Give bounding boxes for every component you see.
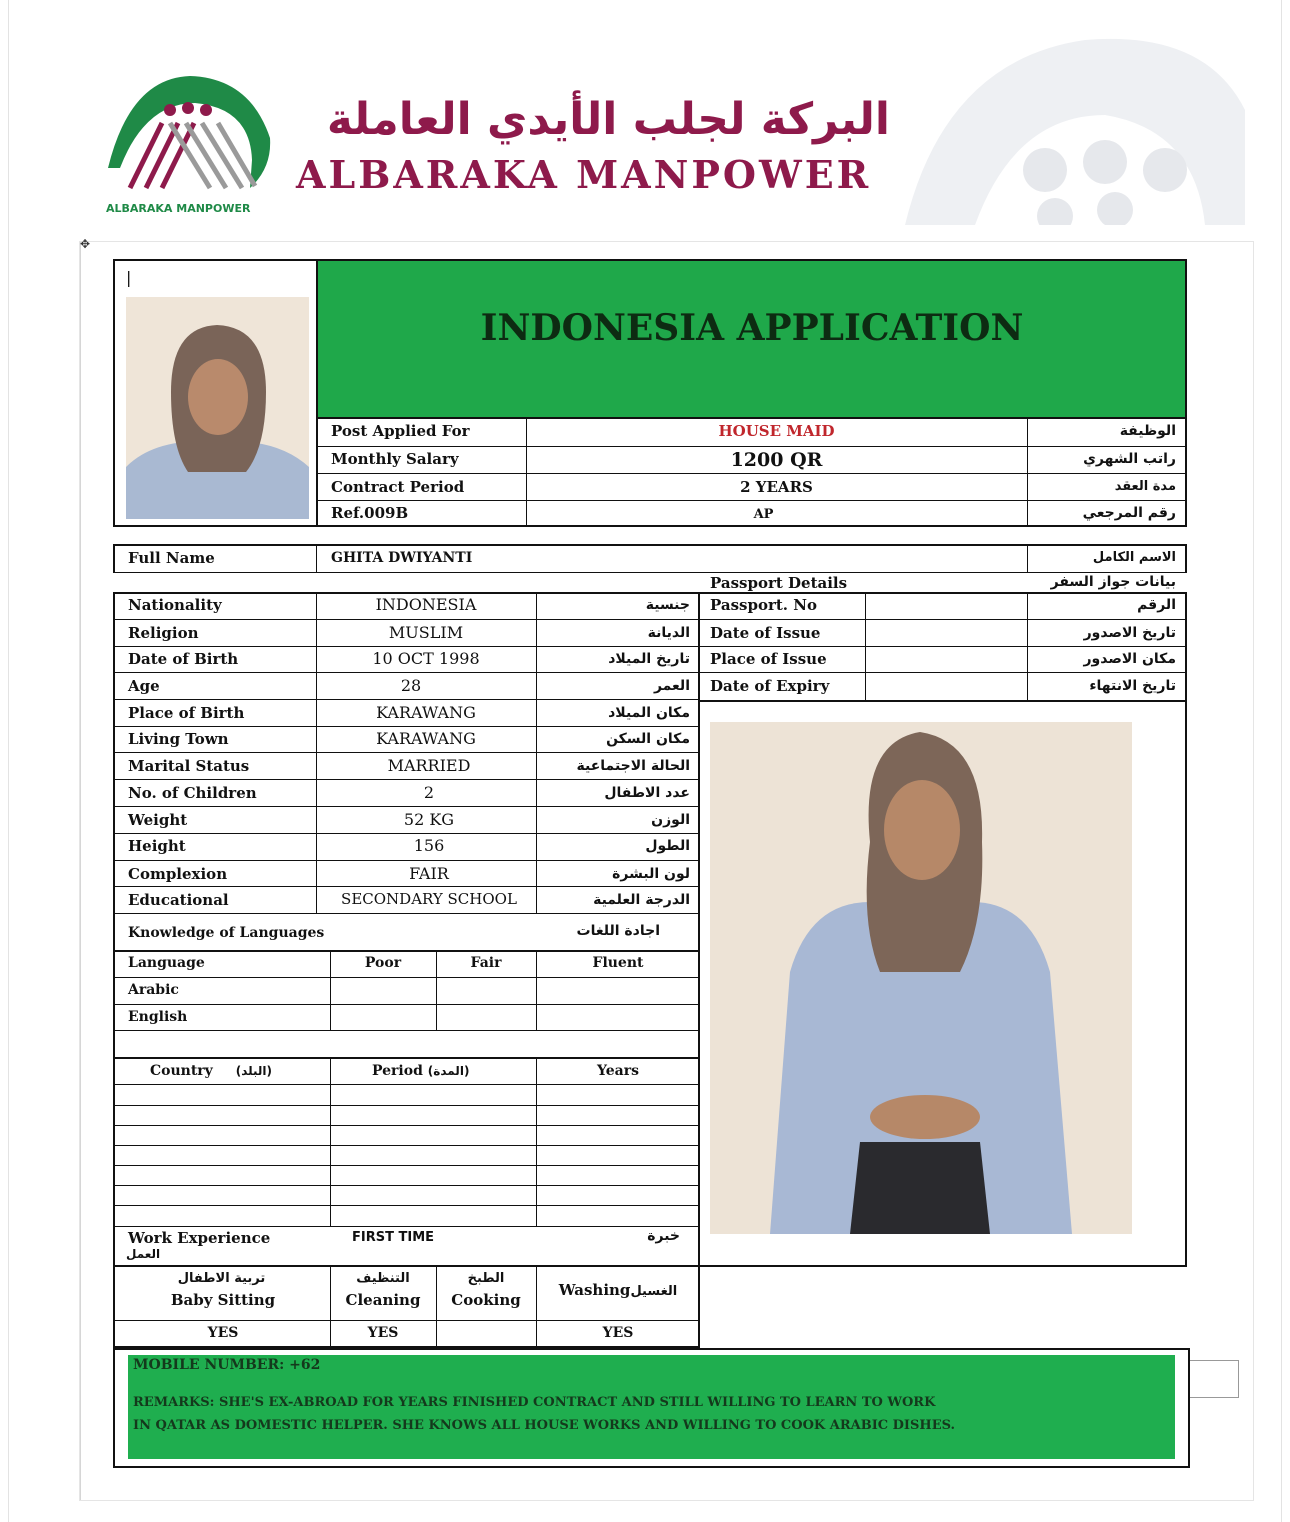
skill-washing-text: Washing: [558, 1281, 631, 1299]
education-arabic: الدرجة العلمية: [593, 892, 690, 908]
logo-caption: ALBARAKA MANPOWER: [106, 202, 251, 215]
place-of-birth-value: KARAWANG: [376, 703, 476, 722]
languages-heading-arabic: اجادة اللغات: [576, 923, 660, 939]
post-applied-value: HOUSE MAID: [718, 422, 835, 440]
applicant-photo-full: [710, 722, 1132, 1234]
work-experience-label-arabic: العمل: [126, 1247, 161, 1261]
height-arabic: الطول: [645, 838, 690, 854]
issue-place-arabic: مكان الاصدور: [1083, 651, 1176, 667]
contract-value: 2 YEARS: [740, 478, 813, 496]
lang-col-poor: Poor: [364, 955, 402, 971]
ref-arabic: رقم المرجعي: [1082, 505, 1176, 521]
exp-period-arabic: (المدة): [427, 1064, 470, 1078]
post-applied-arabic: الوظيفة: [1119, 423, 1176, 439]
expiry-date-arabic: تاريخ الانتهاء: [1089, 678, 1176, 694]
children-label: No. of Children: [128, 784, 257, 802]
text-cursor: |: [126, 268, 132, 287]
table-move-handle-icon[interactable]: ✥: [80, 237, 91, 251]
living-town-label: Living Town: [128, 730, 229, 748]
skill-cleaning-arabic: التنظيف: [356, 1271, 410, 1286]
age-arabic: العمر: [653, 678, 690, 694]
passport-heading-arabic: بيانات جواز السفر: [1050, 574, 1176, 590]
remarks-line-1: REMARKS: SHE'S EX-ABROAD FOR YEARS FINISHED CONTRACT AND STILL WILLING TO LEARN TO WORK: [133, 1395, 936, 1410]
issue-date-arabic: تاريخ الاصدور: [1083, 625, 1176, 641]
lang-arabic: Arabic: [128, 982, 179, 998]
exp-country-label: Country: [150, 1063, 213, 1079]
complexion-value: FAIR: [409, 864, 449, 883]
contract-arabic: مدة العقد: [1114, 479, 1176, 494]
age-value: 28: [400, 676, 422, 695]
living-town-arabic: مكان السكن: [606, 731, 690, 747]
issue-date-label: Date of Issue: [710, 624, 821, 642]
weight-value: 52 KG: [403, 810, 455, 829]
children-arabic: عدد الاطفال: [604, 785, 690, 801]
contract-label: Contract Period: [331, 478, 465, 496]
exp-country-arabic: (البلد): [235, 1064, 273, 1078]
passport-heading: Passport Details: [710, 574, 848, 592]
weight-label: Weight: [128, 811, 188, 829]
age-label: Age: [128, 677, 160, 695]
brand-english-name-text: ALBARAKA MANPOWER: [296, 152, 872, 197]
full-name-label: Full Name: [128, 549, 215, 567]
lang-col-fluent: Fluent: [592, 955, 644, 971]
weight-arabic: الوزن: [651, 812, 690, 828]
place-of-birth-arabic: مكان الميلاد: [608, 705, 690, 721]
full-name-arabic: الاسم الكامل: [1092, 550, 1176, 565]
full-name-value: GHITA DWIYANTI: [331, 550, 473, 566]
issue-place-label: Place of Issue: [710, 650, 827, 668]
complexion-label: Complexion: [128, 865, 228, 883]
brand-arabic-name: البركة لجلب الأيدي العاملة: [326, 94, 890, 145]
post-applied-label: Post Applied For: [331, 422, 470, 440]
ref-label: Ref.009B: [331, 504, 409, 522]
skill-cleaning-value: YES: [367, 1325, 399, 1341]
children-value: 2: [423, 783, 435, 802]
lang-col-language: Language: [128, 955, 205, 971]
passport-no-arabic: الرقم: [1137, 597, 1176, 613]
skill-babysitting-arabic: تربية الاطفال: [177, 1271, 266, 1286]
height-value: 156: [413, 836, 445, 855]
lang-col-fair: Fair: [470, 955, 502, 971]
salary-value: 1200 QR: [730, 449, 823, 471]
exp-col-country: [150, 1064, 272, 1078]
dob-label: Date of Birth: [128, 650, 239, 668]
form-title: INDONESIA APPLICATION: [480, 307, 1024, 349]
mobile-number-row: [133, 1358, 320, 1372]
ref-value: AP: [753, 507, 774, 522]
complexion-arabic: لون البشرة: [612, 866, 690, 882]
skill-cooking-label: Cooking: [451, 1291, 521, 1309]
religion-value: MUSLIM: [388, 623, 464, 642]
living-town-value: KARAWANG: [376, 729, 476, 748]
languages-heading: Knowledge of Languages: [128, 925, 325, 941]
passport-no-label: Passport. No: [710, 596, 817, 614]
applicant-photo-portrait: [126, 297, 309, 519]
education-label: Educational: [128, 891, 229, 909]
albaraka-logo-icon: [100, 68, 275, 203]
remarks-line-2: IN QATAR AS DOMESTIC HELPER. SHE KNOWS ALL HOUSE WORKS AND WILLING TO COOK ARABIC DISHES.: [133, 1418, 956, 1433]
skill-cleaning-label: Cleaning: [345, 1291, 421, 1309]
letterhead: [0, 0, 1290, 235]
expiry-date-label: Date of Expiry: [710, 677, 830, 695]
skill-washing-value: YES: [602, 1325, 634, 1341]
exp-col-years: Years: [596, 1063, 639, 1079]
exp-col-period: [372, 1064, 469, 1078]
work-experience-value: FIRST TIME: [352, 1230, 435, 1245]
dob-value: 10 OCT 1998: [372, 649, 480, 668]
salary-arabic: راتب الشهري: [1083, 451, 1176, 467]
lang-english: English: [128, 1009, 188, 1025]
nationality-arabic: جنسية: [645, 597, 690, 613]
skill-cooking-arabic: الطبخ: [467, 1271, 505, 1286]
skill-babysitting-label: Baby Sitting: [170, 1291, 276, 1309]
exp-period-label: Period: [372, 1063, 423, 1079]
skill-washing-arabic: الغسيل: [630, 1284, 678, 1299]
salary-label: Monthly Salary: [331, 450, 459, 468]
marital-status-label: Marital Status: [128, 757, 250, 775]
mobile-number-label: MOBILE NUMBER:: [133, 1357, 285, 1373]
dob-arabic: تاريخ الميلاد: [608, 651, 690, 667]
marital-status-value: MARRIED: [387, 756, 471, 775]
place-of-birth-label: Place of Birth: [128, 704, 245, 722]
nationality-value: INDONESIA: [375, 595, 477, 614]
brand-english-name: [296, 152, 872, 197]
mobile-number-value: +62: [289, 1357, 321, 1373]
religion-label: Religion: [128, 624, 199, 642]
religion-arabic: الديانة: [647, 625, 690, 641]
watermark-logo-icon: [905, 20, 1245, 225]
skill-babysitting-value: YES: [207, 1325, 239, 1341]
side-empty-cell: [1190, 1360, 1239, 1398]
skill-washing-label: [536, 1283, 700, 1298]
work-experience-arabic: خبرة: [647, 1228, 680, 1244]
marital-status-arabic: الحالة الاجتماعية: [576, 758, 690, 774]
height-label: Height: [128, 837, 186, 855]
nationality-label: Nationality: [128, 596, 222, 614]
education-value: SECONDARY SCHOOL: [341, 890, 517, 908]
work-experience-label: Work Experience: [128, 1229, 271, 1247]
